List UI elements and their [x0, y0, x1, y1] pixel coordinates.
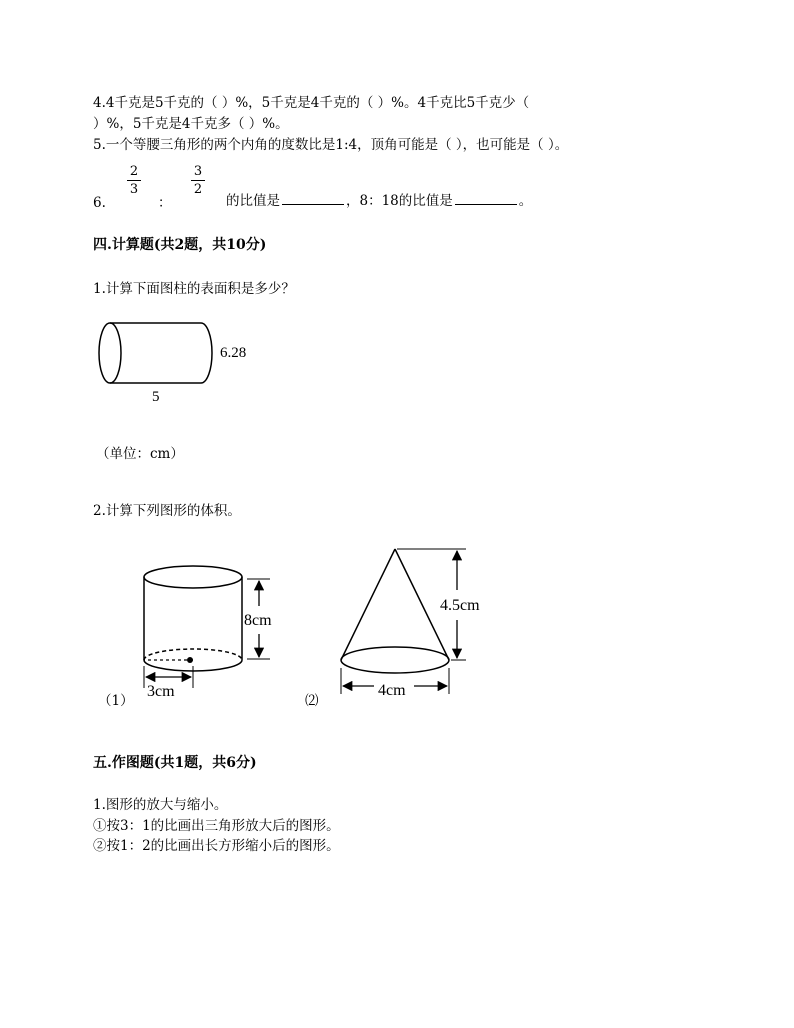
q4-line1: 4.4千克是5千克的（ ）%，5千克是4千克的（ ）%。4千克比5千克少（ — [93, 95, 530, 111]
cylinder-bottom-back — [144, 649, 242, 660]
cylinder-top-ellipse — [144, 566, 242, 588]
s4-q1-text: 1.计算下面图柱的表面积是多少？ — [93, 281, 295, 297]
q6-fraction-1-denominator: 3 — [129, 182, 139, 197]
q6-fraction-1-numerator: 2 — [129, 164, 139, 179]
q6-number: 6. — [93, 195, 106, 211]
q6-end-text: 。 — [518, 193, 533, 209]
q6-fraction-2-denominator: 2 — [193, 182, 203, 197]
cone-left-side — [341, 549, 395, 660]
cyl-radius-label: 3cm — [147, 683, 175, 700]
s5-q1-item2: ②按1：2的比画出长方形缩小后的图形。 — [93, 838, 340, 854]
cyl-height-label: 8cm — [244, 612, 272, 629]
q6-colon: ： — [158, 195, 172, 211]
cone-height-label: 4.5cm — [440, 597, 480, 614]
q6-fraction-2-numerator: 3 — [193, 164, 203, 179]
cone-base-front — [341, 660, 449, 673]
section5-heading: 五.作图题(共1题，共6分) — [93, 755, 257, 771]
s4-q1-length-label: 5 — [152, 389, 160, 405]
q6-sep-text: ，8：18的比值是 — [346, 193, 453, 209]
s5-q1-text: 1.图形的放大与缩小。 — [93, 797, 228, 813]
section4-heading: 四.计算题(共2题，共10分) — [93, 237, 267, 253]
cone-base-back — [341, 647, 449, 660]
s4-q2-text: 2.计算下列图形的体积。 — [93, 503, 241, 519]
cone-tag: ⑵ — [305, 693, 319, 709]
q4-line2: ）%，5千克是4千克多（ ）%。 — [93, 116, 289, 132]
s4-q1-height-label: 6.28 — [220, 345, 247, 361]
cone-diameter-label: 4cm — [378, 682, 406, 699]
s4-q1-unit: （单位：cm） — [96, 446, 184, 462]
q5-text: 5.一个等腰三角形的两个内角的度数比是1:4，顶角可能是（ ），也可能是（ ）。 — [93, 137, 569, 153]
cyl-tag: （1） — [98, 693, 134, 709]
q6-mid-text: 的比值是 — [226, 193, 280, 209]
s5-q1-item1: ①按3：1的比画出三角形放大后的图形。 — [93, 818, 340, 834]
cylinder-center-dot — [187, 657, 193, 663]
